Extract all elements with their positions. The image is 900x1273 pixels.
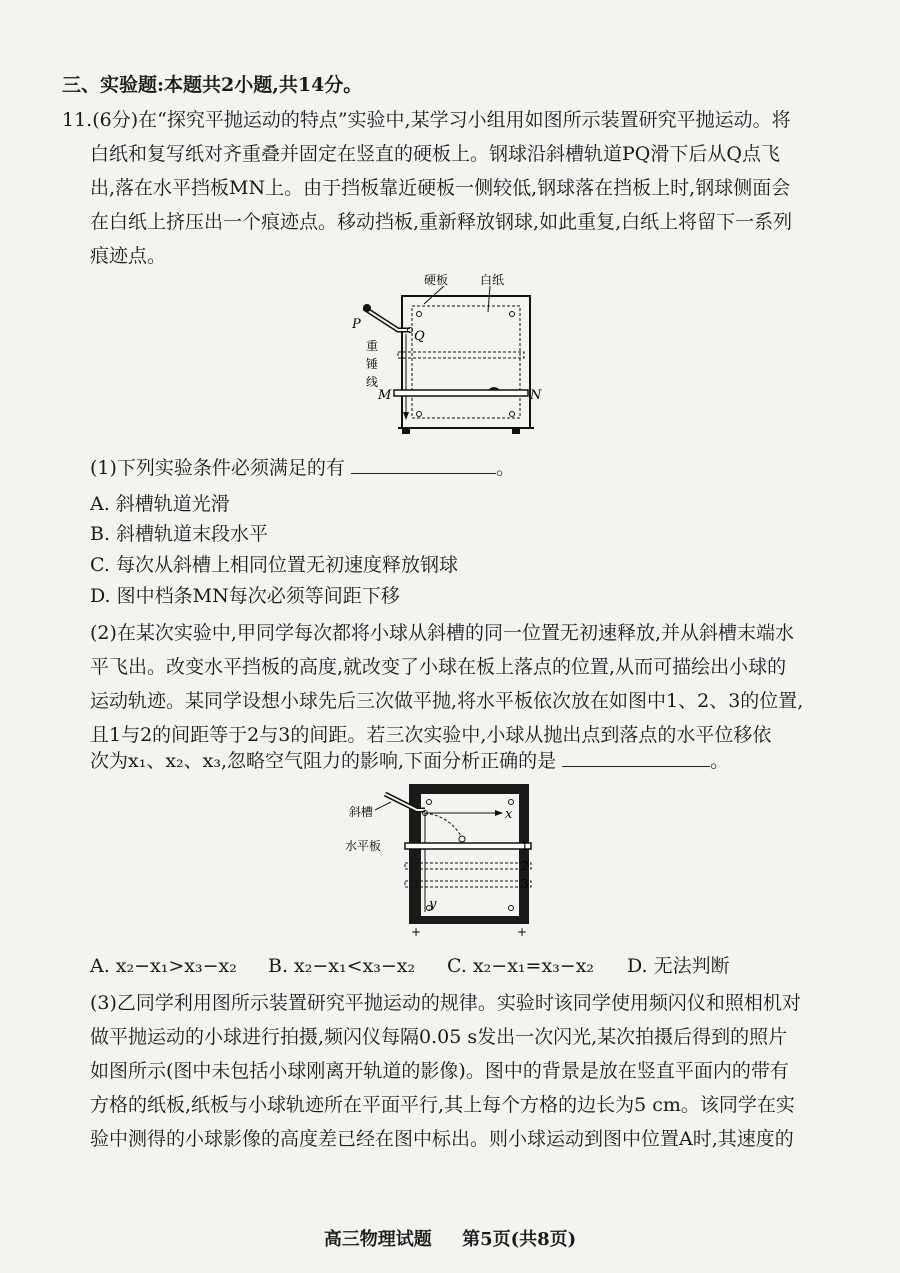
q11-intro-line-3: 出,落在水平挡板MN上。由于挡板靠近硬板一侧较低,钢球落在挡板上时,钢球侧面会	[90, 177, 791, 199]
part2-option-a: A. x₂−x₁>x₃−x₂	[90, 955, 237, 977]
label-x: x	[505, 807, 513, 822]
part2-line-1: (2)在某次实验中,甲同学每次都将小球从斜槽的同一位置无初速释放,并从斜槽末端水	[90, 622, 794, 644]
part2-line-5	[90, 748, 729, 774]
label-N: N	[530, 388, 542, 403]
label-2: 2	[521, 859, 529, 873]
part2-option-b: B. x₂−x₁<x₃−x₂	[268, 955, 416, 977]
part2-line-5-text: 次为x₁、x₂、x₃,忽略空气阻力的影响,下面分析正确的是	[90, 750, 557, 772]
part1-stem-end: 。	[495, 457, 515, 479]
plumb-bob	[403, 412, 409, 420]
label-3: 3	[521, 877, 529, 891]
plate-1	[405, 843, 531, 849]
q11-intro-line-2: 白纸和复写纸对齐重叠并固定在竖直的硬板上。钢球沿斜槽轨道PQ滑下后从Q点飞	[90, 143, 780, 165]
apparatus-figure	[340, 268, 540, 443]
part3-line-1: (3)乙同学利用图所示装置研究平抛运动的规律。实验时该同学使用频闪仪和照相机对	[90, 992, 801, 1014]
steel-ball	[363, 304, 371, 312]
footer-page-number: 第5页(共8页)	[462, 1229, 577, 1250]
q11-intro-line-4: 在白纸上挤压出一个痕迹点。移动挡板,重新释放钢球,如此重复,白纸上将留下一系列	[90, 211, 793, 233]
label-1: 1	[521, 839, 529, 853]
svg-text:+: +	[411, 925, 422, 939]
label-P: P	[352, 317, 361, 332]
part3-line-4: 方格的纸板,纸板与小球轨迹所在平面平行,其上每个方格的边长为5 cm。该同学在实	[90, 1094, 795, 1116]
part1-option-d: D. 图中档条MN每次必须等间距下移	[90, 585, 400, 607]
part1-stem	[90, 455, 515, 481]
part2-line-3: 运动轨迹。某同学设想小球先后三次做平抛,将水平板依次放在如图中1、2、3的位置,	[90, 690, 804, 712]
footer-subject: 高三物理试题	[323, 1229, 432, 1250]
foot-right	[512, 428, 520, 434]
part2-line-5-end: 。	[710, 750, 730, 772]
label-plumb-1: 重	[366, 339, 379, 353]
q11-intro-line-1	[62, 107, 791, 133]
white-paper	[412, 306, 520, 418]
part1-option-b: B. 斜槽轨道末段水平	[90, 523, 269, 545]
part1-answer-blank	[351, 455, 496, 474]
part1-option-c: C. 每次从斜槽上相同位置无初速度释放钢球	[90, 554, 458, 576]
part3-line-2: 做平抛运动的小球进行拍摄,频闪仪每隔0.05 s发出一次闪光,某次拍摄后得到的照片	[90, 1026, 788, 1048]
part1-stem-text: (1)下列实验条件必须满足的有	[90, 457, 345, 479]
section-title: 三、实验题:本题共2小题,共14分。	[62, 74, 363, 96]
foot-left	[402, 428, 410, 434]
label-M: M	[378, 388, 392, 403]
label-y: y	[429, 897, 437, 912]
label-white-paper: 白纸	[480, 273, 505, 287]
svg-text:+: +	[517, 925, 528, 939]
label-plumb-3: 线	[366, 375, 379, 389]
label-plumb-2: 锤	[366, 357, 379, 371]
part2-line-2: 平飞出。改变水平挡板的高度,就改变了小球在板上落点的位置,从而可描绘出小球的	[90, 656, 787, 678]
part2-option-c: C. x₂−x₁=x₃−x₂	[447, 955, 595, 977]
q11-intro-text-1: (6分)在“探究平抛运动的特点”实验中,某学习小组用如图所示装置研究平抛运动。将	[92, 109, 791, 131]
part2-line-4: 且1与2的间距等于2与3的间距。若三次实验中,小球从抛出点到落点的水平位移依	[90, 724, 772, 746]
part1-option-a: A. 斜槽轨道光滑	[90, 493, 230, 515]
trajectory-figure	[345, 780, 535, 940]
part3-line-3: 如图所示(图中未包括小球刚离开轨道的影像)。图中的背景是放在竖直平面内的带有	[90, 1060, 789, 1082]
q11-intro-line-5: 痕迹点。	[90, 245, 167, 267]
baffle-mn	[394, 390, 528, 396]
part3-line-5: 验中测得的小球影像的高度差已经在图中标出。则小球运动到图中位置A时,其速度的	[90, 1128, 794, 1150]
page-footer	[0, 1225, 900, 1251]
part2-answer-blank	[562, 748, 710, 767]
label-Q: Q	[414, 329, 425, 344]
question-number: 11.	[62, 109, 93, 131]
part2-option-d: D. 无法判断	[627, 955, 730, 977]
label-chute: 斜槽	[349, 805, 374, 819]
label-hard-board: 硬板	[424, 273, 449, 287]
label-plate: 水平板	[345, 839, 382, 853]
